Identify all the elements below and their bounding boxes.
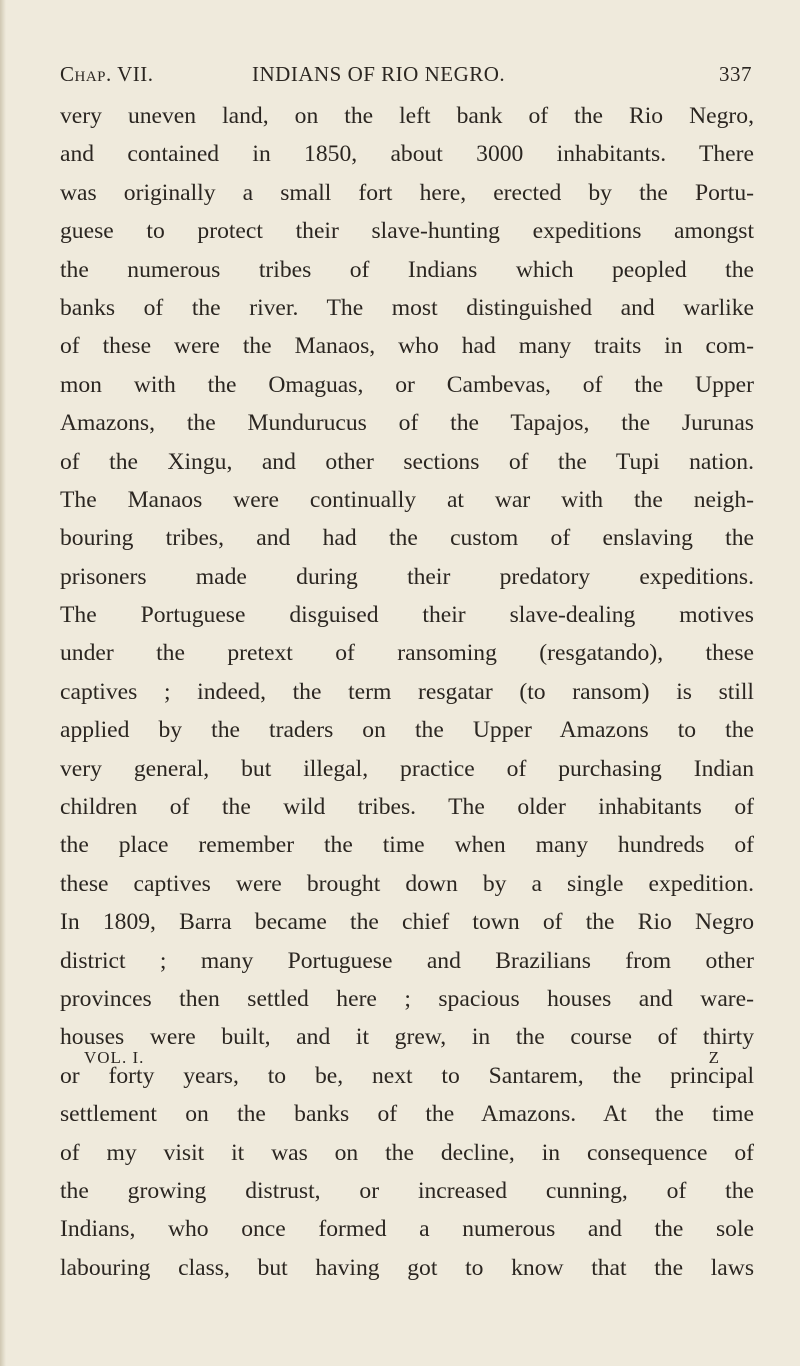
text-line: of my visit it was on the decline, in consequence of xyxy=(60,1139,754,1166)
text-line: the growing distrust, or increased cunning, of the xyxy=(60,1177,754,1204)
text-line: Indians, who once formed a numerous and the sole xyxy=(60,1216,754,1243)
text-line: captives ; indeed, the term resgatar (to ransom) is still xyxy=(60,678,754,705)
text-line: the place remember the time when many hundreds of xyxy=(60,832,754,859)
text-line: of the Xingu, and other sections of the Tupi nation. xyxy=(60,448,754,475)
text-line: bouring tribes, and had the custom of enslaving the xyxy=(60,525,754,552)
text-line: provinces then settled here ; spacious houses and ware- xyxy=(60,985,754,1012)
signature-mark: Z xyxy=(708,1048,720,1067)
text-line: banks of the river. The most distinguished and warlike xyxy=(60,294,754,321)
running-head xyxy=(60,62,752,92)
text-line: was originally a small fort here, erected by the Portu- xyxy=(60,179,754,206)
text-line: prisoners made during their predatory expeditions. xyxy=(60,563,754,590)
text-line: and contained in 1850, about 3000 inhabitants. There xyxy=(60,141,754,168)
text-line: mon with the Omaguas, or Cambevas, of the Upper xyxy=(60,371,754,398)
text-line: the numerous tribes of Indians which peopled the xyxy=(60,256,754,283)
text-line: children of the wild tribes. The older inhabitants of xyxy=(60,794,754,821)
chapter-label: Chap. VII. xyxy=(60,62,154,86)
running-title: INDIANS OF RIO NEGRO. xyxy=(252,62,506,86)
text-line: houses were built, and it grew, in the course of thirty xyxy=(60,1024,754,1051)
text-line: under the pretext of ransoming (resgatando), these xyxy=(60,640,754,667)
text-line: Amazons, the Mundurucus of the Tapajos, the Jurunas xyxy=(60,410,754,437)
text-line: very uneven land, on the left bank of the Rio Negro, xyxy=(60,103,754,129)
body-text xyxy=(60,97,754,1287)
text-line: The Manaos were continually at war with the neigh- xyxy=(60,486,754,513)
page-number: 337 xyxy=(719,62,752,86)
text-line: In 1809, Barra became the chief town of the Rio Negro xyxy=(60,909,754,936)
page-binding-edge xyxy=(0,0,6,1366)
text-line: settlement on the banks of the Amazons. At the time xyxy=(60,1101,754,1128)
text-line: labouring class, but having got to know that the laws xyxy=(60,1254,754,1281)
text-line: district ; many Portuguese and Brazilians from other xyxy=(60,947,754,974)
volume-label: VOL. I. xyxy=(84,1048,145,1067)
text-line: very general, but illegal, practice of purchasing Indian xyxy=(60,755,754,782)
text-line: guese to protect their slave-hunting expeditions amongst xyxy=(60,218,754,245)
text-line: or forty years, to be, next to Santarem, the principal xyxy=(60,1062,754,1089)
text-line: of these were the Manaos, who had many traits in com- xyxy=(60,333,754,360)
signature-line xyxy=(84,1048,720,1074)
text-line: applied by the traders on the Upper Amazons to the xyxy=(60,717,754,744)
text-line: The Portuguese disguised their slave-dealing motives xyxy=(60,602,754,629)
text-line: these captives were brought down by a single expedition. xyxy=(60,870,754,897)
